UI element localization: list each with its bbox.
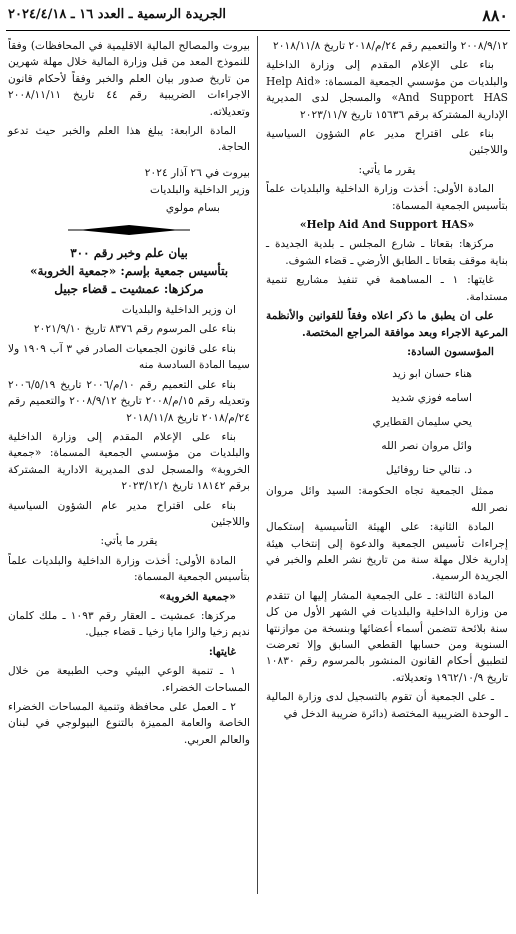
article-one: المادة الأولى: أخذت وزارة الداخلية والبلديات علماً بتأسيس الجمعية المسماة:	[8, 553, 250, 584]
paragraph: ان وزير الداخلية والبلديات	[121, 303, 236, 317]
founder-name: د. نتالي حنا روفائيل	[385, 463, 472, 477]
notice-title: بيان علم وخبر رقم ٣٠٠	[70, 246, 188, 261]
association-name: «جمعية الخروبة»	[159, 589, 236, 603]
founder-name: هناء حسان ابو زيد	[392, 367, 472, 381]
headquarters: مركزها: عمشيت ـ العقار رقم ١٠٩٣ ـ ملك كلمان نديم زخيا والزا مايا زخيا ـ قضاء جبيل.	[8, 608, 250, 639]
objectives-heading: غايتها:	[208, 644, 236, 658]
left-column	[8, 38, 250, 751]
founders-heading: المؤسسون السادة:	[407, 344, 494, 358]
article-two: المادة الثانية: على الهيئة التأسيسية إستكمال إجراءات تأسيس الجمعية والدعوة إلى إنتخاب هيئة إدارية خلال مهلة سنة من تاريخ نشر العلم والخبر في الجريدة الرسمية.	[266, 520, 508, 583]
founder-name: وائل مروان نصر الله	[381, 439, 472, 453]
paragraph: بناء على اقتراح مدير عام الشؤون السياسية واللاجئين	[266, 127, 508, 157]
paragraph: بناء على المرسوم رقم ٨٣٧٦ تاريخ ٢٠٢١/٩/١٠	[33, 322, 236, 336]
paragraph: بناء على قانون الجمعيات الصادر في ٣ آب ١٩٠٩ ولا سيما المادة السادسة منه	[8, 341, 250, 372]
page-header	[0, 0, 516, 30]
paragraph: بيروت والمصالح المالية الاقليمية في المحافظات) وفقاً للنموذج المعد من قبل وزارة المالية خلال مهلة شهرين من تاريخ صدور بيان العلم والخبر وفقاً لأحكام قانون الاجراءات الضريبية رقم ٤٤ تاريخ ٢٠٠٨/١١/١١ وتعديلاته.	[8, 39, 250, 118]
paragraph: بناء على التعميم رقم ١٠/م/٢٠٠٦ تاريخ ٢٠٠٦/٥/١٩ وتعديله رقم ١٥/م/٢٠٠٨ تاريخ ٢٠٠٨/٩/١٢ والتعميم رقم ٢٤/م/٢٠١٨ تاريخ ٢٠١٨/١١/٨	[8, 377, 251, 424]
objective-item: ١ ـ تنمية الوعي البيئي وحب الطبيعة من خلال المساحات الخضراء.	[8, 664, 250, 694]
representative: ممثل الجمعية تجاه الحكومة: السيد وائل مروان نصر الله	[266, 484, 508, 514]
decision-heading: يقرر ما يأتي:	[358, 162, 416, 176]
paragraph: بناء على الإعلام المقدم إلى وزارة الداخلية والبلديات من مؤسسي الجمعية المسماة: «جمعية الخروبة» والمسجل لدى المديرية الادارية المشتركة برقم ١٨١٤٢ تاريخ ٢٠٢٣/١٢/١	[8, 429, 250, 493]
column-divider	[257, 36, 258, 894]
legal-condition: على ان يطبق ما ذكر اعلاه وفقاً للقوانين والأنظمة المرعية الاجراء وبعد موافقة المراجع المختصة.	[266, 309, 508, 339]
signature-name: بسام مولوي	[165, 200, 220, 214]
paragraph: بناء على الإعلام المقدم إلى وزارة الداخلية والبلديات من مؤسسي الجمعية المسماة: «Help Aid And Support HAS» والمسجل لدى المديرية الإدارية المشتركة برقم ١٥٦٣٦ تاريخ ٢٠٢٣/١١/٧	[266, 58, 508, 121]
signature-title: وزير الداخلية والبلديات	[150, 183, 250, 197]
notice-location: مركزها: عمشيت ـ قضاء جبيل	[54, 282, 204, 297]
paragraph: ـ على الجمعية أن تقوم بالتسجيل لدى وزارة المالية ـ الوحدة الضريبية المختصة (دائرة ضريبة الدخل في	[266, 690, 508, 720]
right-column	[266, 38, 508, 725]
running-head: الجريدة الرسمية ـ العدد ١٦ ـ ٢٠٢٤/٤/١٨	[8, 7, 227, 22]
paragraph: ٢٠٠٨/٩/١٢ والتعميم رقم ٢٤/م/٢٠١٨ تاريخ ٢٠١٨/١١/٨	[273, 39, 508, 52]
section-divider	[8, 222, 250, 238]
article-one: المادة الأولى: أخذت وزارة الداخلية والبلديات علماً بتأسيس الجمعية المسماة:	[266, 182, 508, 212]
notice-subtitle: بتأسيس جمعية بإسم: «جمعية الخروبة»	[29, 264, 229, 279]
article-three: المادة الثالثة: ـ على الجمعية المشار إليها ان تتقدم من وزارة الداخلية والبلديات في الشهر الأول من كل سنة بلائحة تتضمن أسماء أعضائها وبنسخة من موازنتها السنوية ومن حسابها القطعي السابق وإلا تعرضت لتطبيق أحكام القانون المنشور بالمرسوم رقم ١٠٨٣٠ تاريخ ١٩٦٢/١٠/٩ وتعديلاته.	[266, 588, 508, 684]
headquarters: مركزها: بقعاتا ـ شارع المجلس ـ بلدية الجديدة ـ بناية موقف بقعاتا ـ الطابق الأرضي ـ قضاء الشوف.	[266, 237, 508, 267]
objective-item: ٢ ـ العمل على محافظة وتنمية المساحات الخضراء الخاصة والعامة المميزة بالتنوع البيولوجي في لبنان والعالم العربي.	[8, 700, 250, 746]
decision-heading: يقرر ما يأتي:	[100, 534, 158, 548]
founder-name: يحي سليمان القطايري	[372, 415, 472, 429]
article-four: المادة الرابعة: يبلغ هذا العلم والخبر حيث تدعو الحاجة.	[8, 124, 250, 154]
paragraph: بناء على اقتراح مدير عام الشؤون السياسية واللاجئين	[8, 498, 250, 528]
signature-place-date: بيروت في ٢٦ آذار ٢٠٢٤	[144, 165, 250, 179]
association-name: «Help Aid And Support HAS»	[299, 218, 475, 232]
founder-name: اسامه فوزي شديد	[391, 391, 472, 405]
page-number: ٨٨٠	[482, 6, 508, 25]
header-rule	[6, 30, 510, 31]
objectives: غايتها: ١ ـ المساهمة في تنفيذ مشاريع تنمية مستدامة.	[266, 273, 508, 303]
